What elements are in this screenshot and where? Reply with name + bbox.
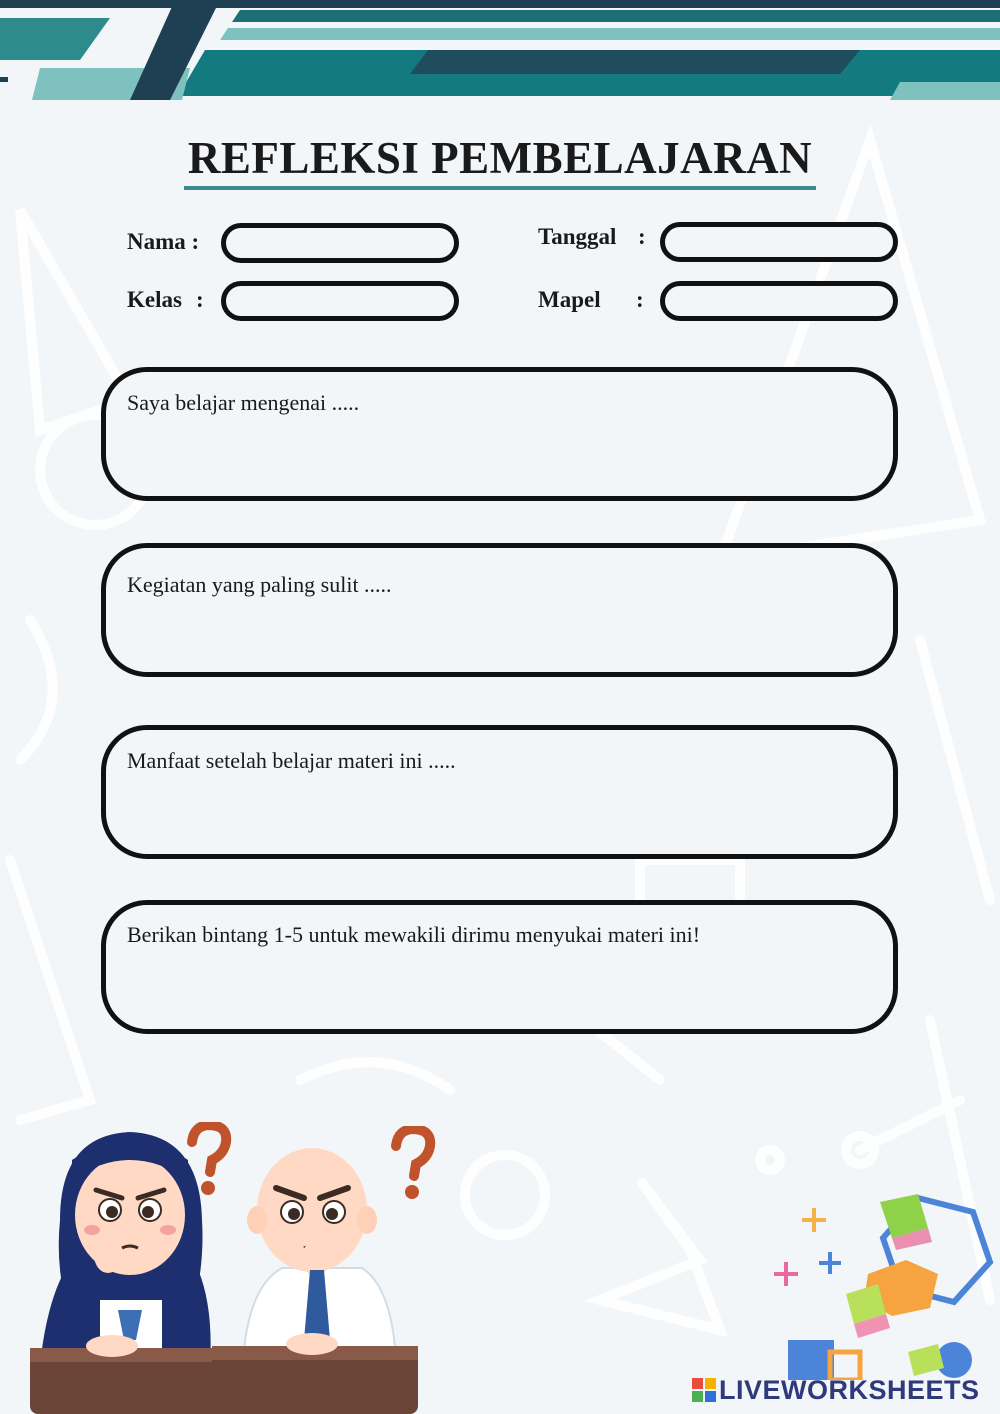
page-title: REFLEKSI PEMBELAJARAN — [187, 133, 813, 183]
section-hardest-box[interactable] — [101, 543, 898, 677]
mapel-label: Mapel — [538, 287, 601, 312]
section-benefit-prompt: Manfaat setelah belajar materi ini ..... — [127, 748, 456, 773]
tanggal-label: Tanggal — [538, 224, 617, 249]
kelas-label: Kelas — [127, 287, 182, 312]
nama-input[interactable] — [221, 223, 459, 263]
tanggal-colon: : — [638, 224, 646, 249]
section-learned-box[interactable] — [101, 367, 898, 501]
liveworksheets-logo-icon — [692, 1378, 716, 1402]
watermark-text: LIVEWORKSHEETS — [719, 1374, 980, 1405]
section-hardest-prompt: Kegiatan yang paling sulit ..... — [127, 572, 392, 597]
nama-label: Nama : — [127, 229, 200, 254]
mapel-colon: : — [636, 287, 644, 312]
section-rating-prompt: Berikan bintang 1-5 untuk mewakili dirimu menyukai materi ini! — [127, 922, 701, 947]
kelas-colon: : — [196, 287, 204, 312]
kelas-input[interactable] — [221, 281, 459, 321]
section-learned-prompt: Saya belajar mengenai ..... — [127, 390, 360, 415]
tanggal-input[interactable] — [660, 222, 898, 262]
question-mark-icon-boy — [390, 1126, 436, 1202]
mapel-input[interactable] — [660, 281, 898, 321]
section-benefit-box[interactable] — [101, 725, 898, 859]
geometric-shapes-decoration — [768, 1190, 998, 1380]
header-stripes — [0, 0, 1000, 110]
section-rating-box[interactable] — [101, 900, 898, 1034]
thinking-boy-illustration — [212, 1140, 418, 1414]
liveworksheets-watermark — [692, 1372, 980, 1408]
title-underline — [184, 186, 816, 190]
